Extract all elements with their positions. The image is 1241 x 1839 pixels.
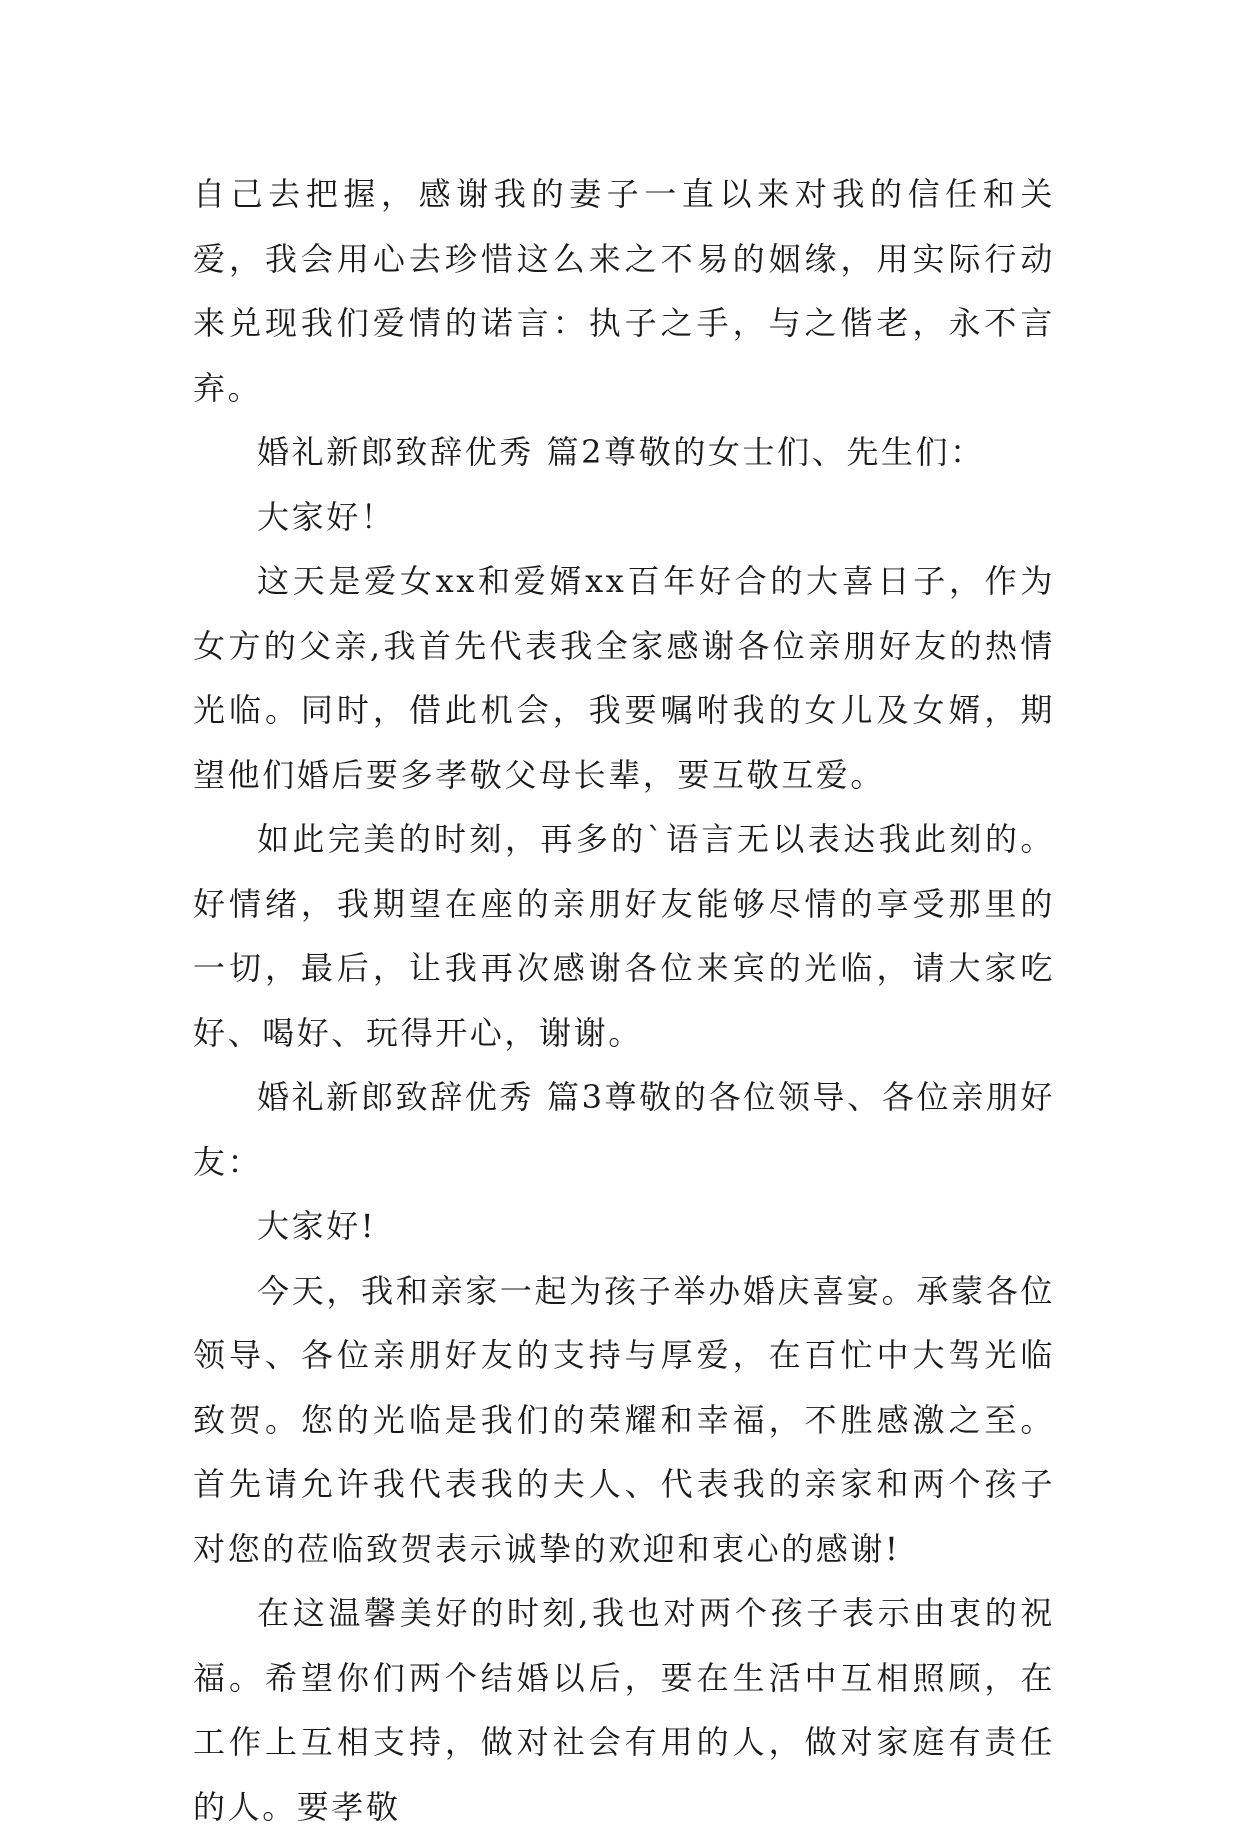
- paragraph-3-greeting: 大家好！: [257, 497, 396, 536]
- paragraph-7-greeting: 大家好!: [257, 1207, 377, 1245]
- paragraph-1: 自己去把握，感谢我的妻子一直以来对我的信任和关爱，我会用心去珍惜这么来之不易的姻缘，用实际行动来兑现我们爱情的诺言：执子之手，与之偕老，永不言弃。: [193, 175, 1055, 407]
- paragraph-4: 这天是爱女xx和爱婿xx百年好合的大喜日子，作为女方的父亲,我首先代表我全家感谢各位亲朋好友的热情光临。同时，借此机会，我要嘱咐我的女儿及女婿，期望他们婚后要多孝敬父母长辈，要互敬互爱。: [193, 562, 1055, 794]
- paragraph-2-heading: 婚礼新郎致辞优秀 篇2尊敬的女士们、先生们：: [257, 433, 985, 471]
- paragraph-5: 如此完美的时刻，再多的`语言无以表达我此刻的。好情绪，我期望在座的亲朋好友能够尽情的享受那里的一切，最后，让我再次感谢各位来宾的光临，请大家吃好、喝好、玩得开心，谢谢。: [193, 820, 1055, 1052]
- paragraph-8: 今天，我和亲家一起为孩子举办婚庆喜宴。承蒙各位领导、各位亲朋好友的支持与厚爱，在百忙中大驾光临致贺。您的光临是我们的荣耀和幸福，不胜感激之至。首先请允许我代表我的夫人、代表我的亲家和两个孩子对您的莅临致贺表示诚挚的欢迎和衷心的感谢!: [193, 1271, 1055, 1568]
- document-body: [193, 162, 1055, 1839]
- paragraph-9: 在这温馨美好的时刻,我也对两个孩子表示由衷的祝福。希望你们两个结婚以后，要在生活中互相照顾，在工作上互相支持，做对社会有用的人，做对家庭有责任的人。要孝敬: [193, 1594, 1055, 1826]
- paragraph-6-heading: 婚礼新郎致辞优秀 篇3尊敬的各位领导、各位亲朋好友：: [193, 1078, 1055, 1181]
